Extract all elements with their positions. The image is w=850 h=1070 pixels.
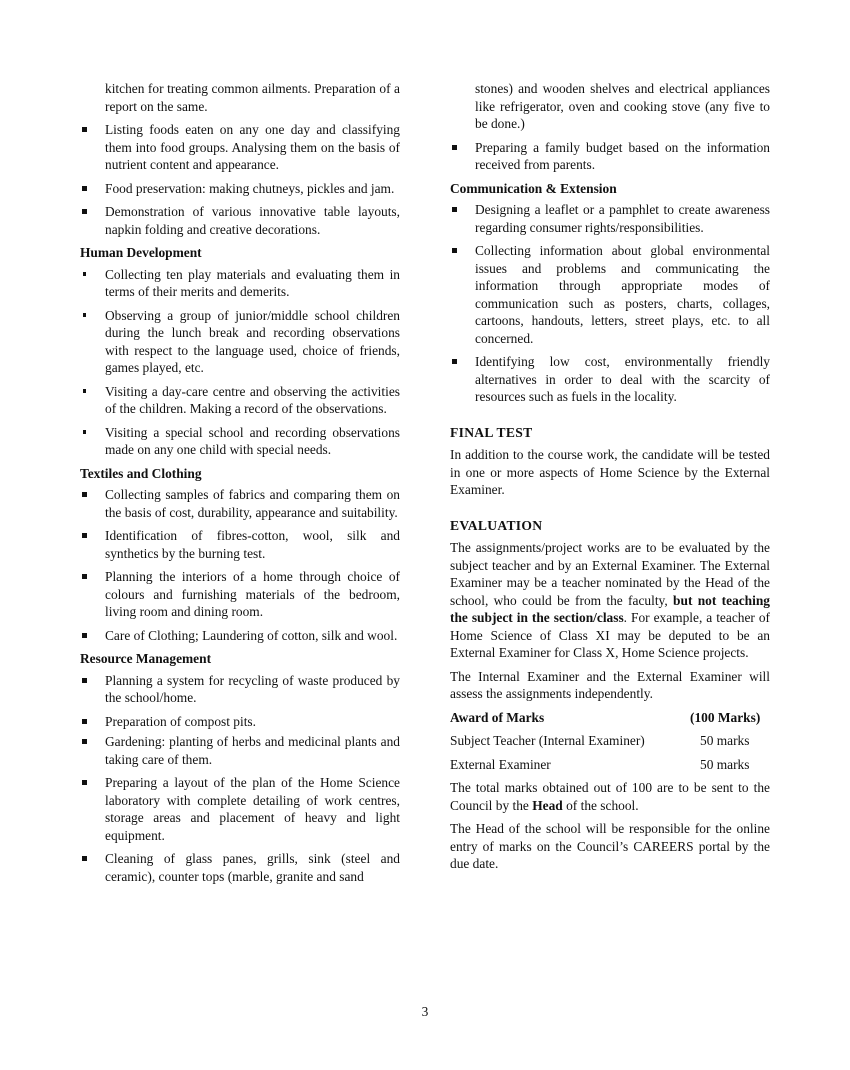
list-item: Planning a system for recycling of waste produced by the school/home. [105, 672, 400, 705]
list-item: Identification of fibres-cotton, wool, silk and synthetics by the burning test. [105, 528, 400, 561]
list-item: Preparing a layout of the plan of the Home Science laboratory with complete detailing of work centres, storage areas and placement of heavy and light equipment. [105, 775, 400, 843]
section-heading-resource-management: Resource Management [80, 651, 212, 666]
list-item: Visiting a special school and recording observations made on any one child with special needs. [105, 424, 400, 457]
list-item: Care of Clothing; Laundering of cotton, silk and wool. [105, 627, 398, 643]
evaluation-heading: EVALUATION [450, 517, 543, 533]
continued-paragraph: stones) and wooden shelves and electrical appliances like refrigerator, oven and cooking stove (any five to be done.) [475, 81, 770, 131]
list-item: Identifying low cost, environmentally friendly alternatives in order to deal with the scarcity of resources such as fuels in the locality. [475, 354, 770, 404]
list-item: Collecting information about global environmental issues and problems and communicating the information through appropriate modes of communication such as posters, charts, collages, cartoons, handouts, letters, street plays, etc. to all concerned. [475, 243, 770, 346]
section-heading-textiles: Textiles and Clothing [80, 465, 202, 481]
final-test-text: In addition to the course work, the candidate will be tested in one or more aspects of Home Science by the External Examiner. [450, 447, 770, 497]
evaluation-paragraph-3: The total marks obtained out of 100 are to be sent to the Council by the Head of the school. [450, 780, 770, 813]
award-of-marks-header: Award of Marks (100 Marks) [450, 709, 761, 725]
marks-row: External Examiner 50 marks [450, 756, 750, 772]
list-item: Observing a group of junior/middle school children during the lunch break and recording observations with respect to the language used, choice of friends, games played, etc. [105, 307, 400, 375]
left-column [80, 80, 400, 891]
list-item: Demonstration of various innovative table layouts, napkin folding and creative decorations. [105, 204, 400, 237]
list-item: Designing a leaflet or a pamphlet to create awareness regarding consumer rights/responsibilities. [475, 202, 770, 235]
list-item: Preparing a family budget based on the information received from parents. [475, 139, 770, 172]
section-heading-communication: Communication & Extension [450, 180, 617, 196]
evaluation-paragraph-1: The assignments/project works are to be evaluated by the subject teacher and by an External Examiner. The External Examiner may be a teacher nominated by the Head of the school, who could be from the faculty, but not teaching the subject in the section/class. For example, a teacher of Home Science of Class XI may be deputed to be an External Examiner for Class X, Home Science projects. [450, 540, 770, 660]
continued-paragraph: kitchen for treating common ailments. Preparation of a report on the same. [105, 81, 400, 114]
right-column [450, 80, 770, 879]
page-number: 3 [421, 1004, 429, 1019]
marks-row: Subject Teacher (Internal Examiner) 50 marks [450, 733, 750, 748]
list-item: Collecting samples of fabrics and comparing them on the basis of cost, durability, appearance and suitability. [105, 487, 400, 520]
final-test-heading: FINAL TEST [450, 424, 533, 440]
list-item: Preparation of compost pits. [105, 713, 256, 729]
list-item: Collecting ten play materials and evaluating them in terms of their merits and demerits. [105, 266, 400, 299]
list-item: Planning the interiors of a home through choice of colours and furnishing materials of the bedroom, living room and dining room. [105, 569, 400, 619]
list-item: Gardening: planting of herbs and medicinal plants and taking care of them. [105, 734, 400, 767]
evaluation-paragraph-4: The Head of the school will be responsible for the online entry of marks on the Council’s CAREERS portal by the due date. [450, 821, 770, 871]
section-heading-human-development: Human Development [80, 245, 202, 260]
list-item: Listing foods eaten on any one day and classifying them into food groups. Analysing them on the basis of nutrient content and appearance. [105, 122, 400, 172]
list-item: Cleaning of glass panes, grills, sink (steel and ceramic), counter tops (marble, granite and sand [105, 851, 400, 884]
evaluation-paragraph-2: The Internal Examiner and the External Examiner will assess the assignments independently. [450, 668, 770, 701]
list-item: Visiting a day-care centre and observing the activities of the children. Making a record of the observations. [105, 383, 400, 416]
list-item: Food preservation: making chutneys, pickles and jam. [105, 180, 395, 196]
bold-phrase: but not teaching the subject in the section/class [450, 592, 770, 625]
